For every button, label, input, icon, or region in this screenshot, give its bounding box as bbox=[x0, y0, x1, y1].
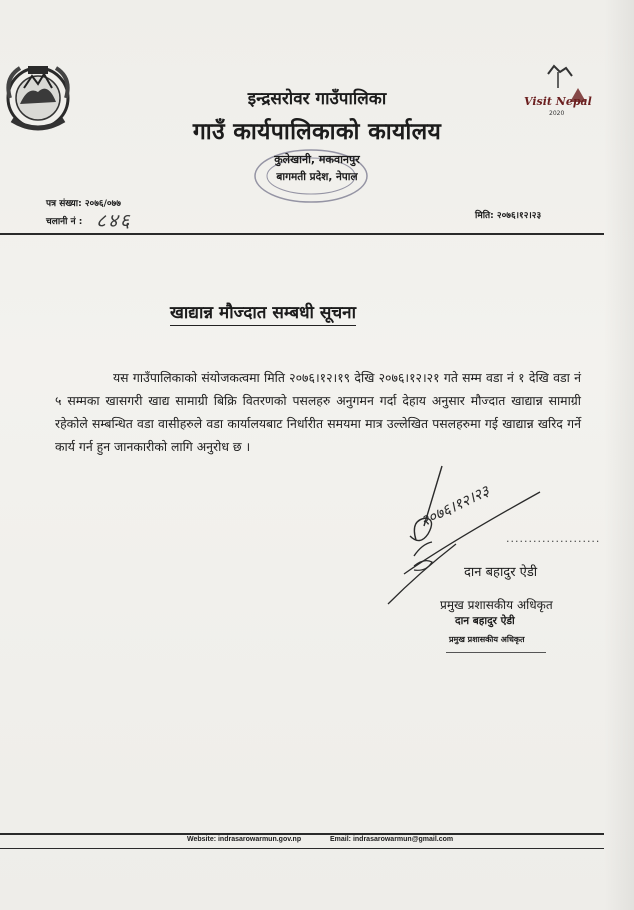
address-line-1: कुलेखानी, मकवानपुर bbox=[274, 153, 360, 166]
office-name: गाउँ कार्यपालिकाको कार्यालय bbox=[192, 119, 442, 145]
seal-underline bbox=[446, 652, 546, 653]
dispatch-number-handwritten: ८४६ bbox=[96, 210, 132, 232]
header-divider bbox=[0, 233, 604, 235]
signer-title: प्रमुख प्रशासकीय अधिकृत bbox=[440, 598, 553, 612]
notice-body bbox=[55, 366, 581, 458]
footer-website: Website: indrasarowarmun.gov.np bbox=[187, 836, 302, 843]
address-line-2: बागमती प्रदेश, नेपाल bbox=[276, 171, 358, 183]
footer-email: Email: indrasarowarmun@gmail.com bbox=[330, 836, 454, 843]
letter-date: मिति: २०७६।१२।२३ bbox=[475, 211, 542, 221]
visit-nepal-year: 2020 bbox=[549, 110, 565, 117]
municipality-name: इन्द्रसरोवर गाउँपालिका bbox=[247, 89, 387, 109]
signature-dotted-line: ..................... bbox=[506, 532, 601, 545]
page-edge-shadow bbox=[604, 0, 634, 910]
visit-nepal-text: Visit Nepal bbox=[524, 95, 592, 108]
dispatch-label: चलानी नं : bbox=[46, 217, 83, 227]
seal-signer-name: दान बहादुर ऐडी bbox=[455, 615, 515, 627]
reference-number: पत्र संख्या: २०७६/०७७ bbox=[46, 199, 121, 209]
notice-subject: खाद्यान्न मौज्दात सम्बधी सूचना bbox=[170, 300, 356, 326]
handwritten-sign-date: २०७६।१२।२३ bbox=[417, 481, 492, 531]
signer-name: दान बहादुर ऐडी bbox=[464, 565, 538, 580]
footer-divider-top bbox=[0, 833, 604, 835]
seal-signer-title: प्रमुख प्रशासकीय अधिकृत bbox=[449, 635, 525, 644]
notice-paragraph: यस गाउँपालिकाको संयोजकत्वमा मिति २०७६।१२।१९ देखि २०७६।१२।२१ गते सम्म वडा नं १ देखि वडा नं ५ सम्मका खासगरी खाद्य सामाग्री बिक्रि वितरणको पसलहरु अनुगमन गर्दा देहाय अनुसार मौज्दात खाद्यान्न सामाग्री रहेकोले सम्बन्धित वडा वासीहरुले वडा कार्यालयबाट निर्धारीत समयमा मात्र उल्लेखित पसलहरुमा गई खाद्यान्न खरिद गर्ने कार्य गर्न हुन जानकारीको लागि अनुरोध छ । bbox=[55, 370, 581, 454]
footer-divider-bottom bbox=[0, 848, 604, 849]
